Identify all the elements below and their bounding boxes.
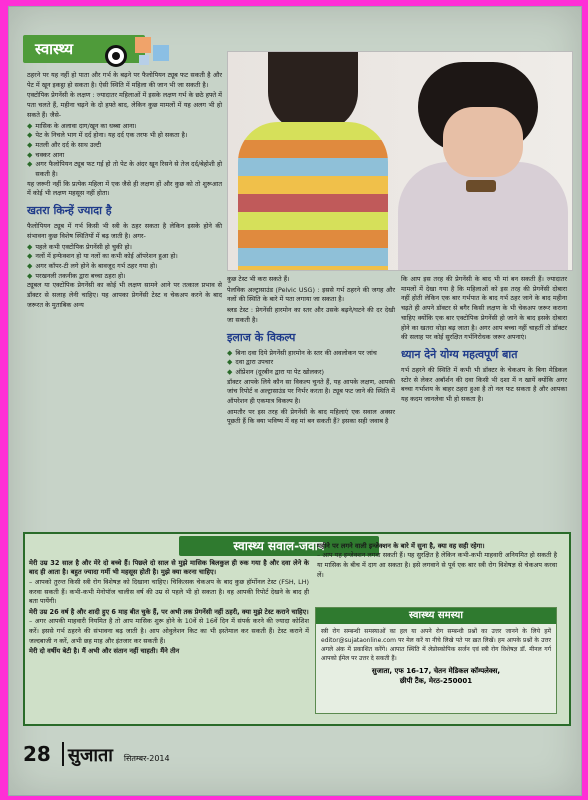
paragraph: ट्यूबल या एक्टोपिक प्रेगनेंसी का कोई भी लक्षण सामने आने पर तत्काल प्रभाव से डॉक्टर से सलाह लेनी चाहिए। यह आपका प्रेगनेंसी टेस्ट व चेकअप करने के बाद जरूरत के मुताबिक अन्य bbox=[27, 281, 222, 309]
question: मेरी उम्र 32 साल है और मेरे दो बच्चे हैं। पिछले दो साल से मुझे मासिक बिलकुल ही रुक गया है और दवा लेने के बाद ही आता है। बहुत ज्यादा गर्मी भी महसूस होती है। मुझे क्या करना चाहिए। bbox=[29, 559, 309, 577]
box-title: स्वास्थ्य समस्या bbox=[316, 608, 556, 624]
paragraph: ब्लड टेस्ट : प्रेगनेंसी हारमोन का स्तर और उसके बढ़ने/घटने की दर देखी जा सकती है। bbox=[227, 306, 395, 324]
column-2 bbox=[227, 275, 395, 428]
page-number: 28 bbox=[23, 742, 51, 766]
decor-square bbox=[153, 45, 169, 61]
question: मेरी उम्र 26 वर्ष है और शादी हुए 6 माह बीत चुके हैं, पर अभी तक प्रेगनेंसी नहीं ठहरी, क्या मुझे टेस्ट कराने चाहिए। bbox=[29, 607, 309, 616]
bullet: ◆ बिना दवा दिये प्रेगनेंसी हारमोन के स्तर की अवलोकन पर जांच bbox=[227, 348, 377, 357]
answer: – आपको तुरन्त किसी स्त्री रोग विशेषज्ञ को दिखाना चाहिए। चिकित्सक चेकअप के बाद कुछ हॉर्मोनल टेस्ट (FSH, LH) करवा सकती हैं। कभी-कभी मेनोपॉज चालीस वर्ष की उम्र से पहले भी हो सकता है। वह आपकी रिपोर्ट देखने के बाद ही बता पायेंगी। bbox=[29, 577, 309, 606]
page-footer bbox=[23, 742, 253, 766]
paragraph: आमतौर पर इस तरह की प्रेगनेंसी के बाद महिलाएं एक सवाल अक्सर पूछती हैं कि क्या भविष्य में वह मां बन सकती हैं? इसका सही जवाब है bbox=[227, 407, 395, 426]
answer: – आप यह इन्जेक्शन लगवा सकती हैं। यह सुरक्षित है लेकिन कभी-कभी माहवारी अनियमित हो सकती है या मासिक के बीच में दाग आ सकता है। इसे लगवाने से पूर्व एक बार स्त्री रोग विशेषज्ञ से चेकअप करवा लें। bbox=[317, 551, 557, 579]
address-line-1: सुजाता, एफ 16-17, चेतन मेडिकल कॉम्पलेक्स, bbox=[371, 667, 501, 675]
health-problem-box bbox=[315, 607, 557, 714]
paragraph: यह जरूरी नहीं कि प्रत्येक महिला में एक जैसे ही लक्षण हों और कुछ को तो शुरूआत में कोई भी लक्षण महसूस नहीं होता। bbox=[27, 179, 222, 198]
column-1 bbox=[27, 71, 222, 311]
man-striped-shirt bbox=[238, 122, 388, 271]
qa-right bbox=[317, 542, 557, 582]
bullet: ◆ अगर फैलोपियन ट्यूब फट गई हो तो पेट के अंदर खून रिसने से तेज दर्द/बेहोशी हो सकती है। bbox=[27, 160, 222, 179]
qa-left bbox=[29, 559, 309, 657]
paragraph: ठहरने पर यह नहीं हो पाता और गर्भ के बढ़ने पर फैलोपियन ट्यूब फट सकती है और पेट में खून इकट्ठा हो सकता है। ऐसी स्थिति में महिला की जान भी जा सकती है। bbox=[27, 71, 222, 89]
paragraph: कुछ टेस्ट भी करा सकते हैं। bbox=[227, 275, 290, 283]
bullet: ◆ पेट के निचले भाग में दर्द होना। यह दर्द एक तरफ भी हो सकता है। bbox=[27, 131, 188, 140]
decor-square bbox=[135, 37, 151, 53]
paragraph: पेलविक अल्ट्रासाउंड (Pelvic USG) : इससे गर्भ ठहरने की जगह और नलों की स्थिति के बारे में पता लगाया जा सकता है। bbox=[227, 285, 395, 304]
eye-logo-icon bbox=[105, 45, 127, 67]
bullet: ◆ ऑप्रेशन (दूरबीन द्वारा या पेट खोलकर) bbox=[227, 367, 325, 376]
box-body: स्त्री रोग सम्बन्धी समस्याओं का हल या अपने रोग सम्बन्धी प्रश्नों का उत्तर जानने के लिये हमें editor@sujataonline.com पर मेल करें या नीचे लिखे पते पर ख़त लिखें। हम आपके प्रश्नों के उत्तर अगले अंक में प्रकाशित करेंगे। आपात स्थिति में लेप्रोस्कोपिक सर्जन एवं स्त्री रोग विशेषज्ञ डॉ. मीनल गर्ग आपको ईमेल पर उत्तर दे सकती हैं। bbox=[321, 628, 551, 662]
wrist-watch bbox=[466, 180, 496, 192]
bullet: ◆ चक्कर आना bbox=[27, 150, 65, 159]
woman-hands-face bbox=[443, 107, 523, 177]
bullet: ◆ नलों में इन्फेक्शन हो या नलों का कभी कोई ऑपरेशन हुआ हो। bbox=[27, 252, 178, 261]
paragraph: कि आप इस तरह की प्रेगनेंसी के बाद भी मां बन सकती हैं। ज्यादातर मामलों में देखा गया है कि महिलाओं को इस तरह की प्रेगनेंसी दोबारा नहीं होती लेकिन एक बार गर्भपात के बाद गर्भ ठहर जाने के बाद महीना चढ़ते ही अपने डॉक्टर से बगैर किसी लक्षण के भी चेकअप जरूर कराना चाहिए क्योंकि एक बार एक्टोपिक प्रेगनेंसी हो जाने के बाद इसके दोबारा होने का खतरा थोड़ा बढ़ जाता है। अगर आप बच्चा नहीं चाहतीं तो डॉक्टर की सलाह पर कोई सुरक्षित गर्भनिरोधक जरूर अपनाएं। bbox=[401, 275, 567, 342]
bullet: ◆ मासिक के अलावा दाग/खून का धब्बा आना। bbox=[27, 121, 137, 130]
address-line-2: छीपी टैंक, मेरठ-250001 bbox=[399, 677, 473, 685]
column-3 bbox=[401, 275, 567, 406]
bullet: ◆ परखनली तकनीक द्वारा बच्चा ठहरा हो। bbox=[27, 271, 126, 280]
paragraph: डॉक्टर आपके लिये कौन सा विकल्प चुनते हैं, यह आपके लक्षण, आपकी जांच रिपोर्ट व अल्ट्रासाउंड पर निर्भर करता है। ट्यूब फट जाने की स्थिति में ऑपरेशन ही एकमात्र विकल्प है। bbox=[227, 377, 395, 406]
decor-square bbox=[139, 55, 149, 65]
paragraph: गर्भ ठहरने की स्थिति में कभी भी डॉक्टर के चेकअप के बिना मेडिकल स्टोर से लेकर अबॉर्शन की दवा किसी भी दशा में न खायें क्योंकि अगर बच्चा गर्भाशय के बाहर ठहरा हुआ है तो नल फट सकता है और आपका यह कदम जानलेवा भी हो सकता है। bbox=[401, 365, 567, 404]
bullet: ◆ मतली और दर्द के साथ उल्टी bbox=[27, 140, 102, 149]
heading: इलाज के विकल्प bbox=[227, 330, 296, 344]
heading: खतरा किन्हें ज्यादा है bbox=[27, 204, 112, 218]
man-head bbox=[268, 52, 358, 132]
question: मेरी दो वर्षीय बेटी है। मैं अभी और संतान नहीं चाहती। मैंने तीन bbox=[29, 647, 180, 656]
section-tag: स्वास्थ्य bbox=[23, 35, 145, 63]
question: महीने पर लगने वाली इन्जेक्शन के बारे में सुना है, क्या वह सही रहेगा। bbox=[317, 542, 485, 550]
woman-body bbox=[398, 162, 568, 271]
paragraph: एक्टोपिक प्रेगनेंसी के लक्षण : ज्यादातर महिलाओं में इसके लक्षण गर्भ के छठे हफ्ते में पता चलते हैं, महीना चढ़ने के दो हफ्ते बाद, लेकिन कुछ मामलों में यह अलग भी हो सकते हैं। जैसे- bbox=[27, 91, 222, 119]
brand-logo: सुजाता bbox=[67, 745, 113, 766]
magazine-page bbox=[8, 6, 582, 796]
qa-title: स्वास्थ्य सवाल-जवाब bbox=[179, 536, 379, 556]
heading: ध्यान देने योग्य महत्वपूर्ण बात bbox=[401, 347, 518, 361]
bullet: ◆ अगर कॉपर-टी लगे होने के बावजूद गर्भ ठहर गया हो। bbox=[27, 261, 158, 270]
paragraph: फैलोपियन ट्यूब में गर्भ किसी भी स्त्री के ठहर सकता है लेकिन इसके होने की संभावना कुछ विशेष स्थितियों में बढ़ जाती है। अगर- bbox=[27, 222, 222, 240]
bullet: ◆ पहले कभी एक्टोपिक प्रेगनेंसी हो चुकी हो। bbox=[27, 242, 132, 251]
couple-photo bbox=[227, 51, 573, 271]
answer: – अगर आपकी माहवारी नियमित है तो आप मासिक शुरू होने के 10वें से 16वें दिन में संपर्क करने की ज्यादा कोशिश करें। इससे गर्भ ठहरने की संभावना बढ़ जाती है। आप ओवुलेशन किट का भी इस्तेमाल कर सकती हैं। टेस्ट कराने में जल्दबाजी न करें, अभी छह माह और इंतजार कर सकती हैं। bbox=[29, 617, 309, 645]
issue-date: सितम्बर-2014 bbox=[123, 754, 170, 763]
bullet: ◆ दवा द्वारा उपचार bbox=[227, 358, 274, 367]
